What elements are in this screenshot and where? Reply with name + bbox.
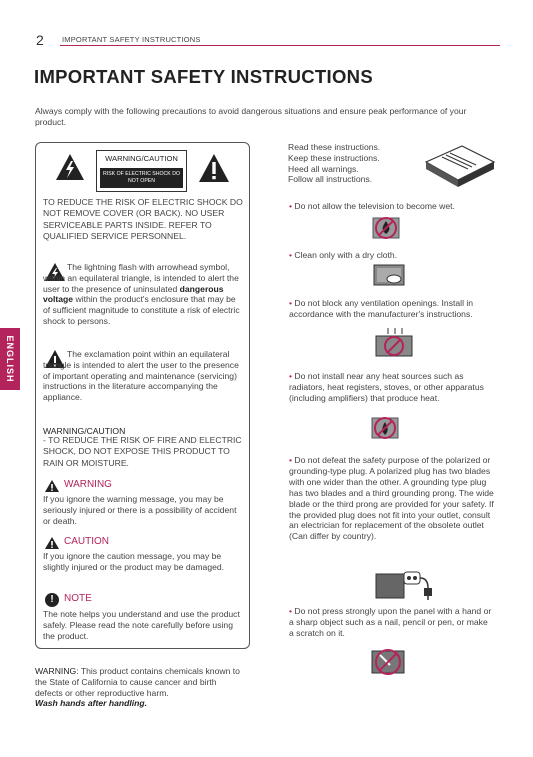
language-tab bbox=[0, 328, 20, 390]
bullet-dot: • bbox=[289, 201, 293, 211]
running-header: IMPORTANT SAFETY INSTRUCTIONS bbox=[62, 35, 201, 44]
bullet-plug bbox=[289, 455, 494, 542]
lightning-text-a: The lightning flash with arrowhead symbol, within an equilateral triangle, is intended to alert the user to the presence of uninsulated bbox=[43, 262, 239, 294]
lightning-explanation bbox=[43, 262, 243, 327]
manual-book-icon bbox=[422, 140, 497, 195]
bullet-cloth-text: Clean only with a dry cloth. bbox=[294, 250, 398, 260]
caution-description: If you ignore the caution message, you may be slightly injured or the product may be damaged. bbox=[43, 551, 225, 572]
note-label: NOTE bbox=[64, 593, 92, 604]
bullet-ventilation bbox=[289, 298, 494, 320]
language-tab-label: ENGLISH bbox=[5, 335, 15, 383]
prop65-warning bbox=[35, 666, 240, 709]
no-water-icon bbox=[372, 215, 400, 246]
read-line: Heed all warnings. bbox=[288, 163, 359, 174]
bullet-plug-text: Do not defeat the safety purpose of the polarized or grounding-type plug. A polarized plug has two blades with one wider than the other. A grounding type plug has two blades and a third grounding prong. The wide blade or the third prong are provided for your safety. If the provided plug does not fit into your outlet, consult an electrician for replacement of the obsolete outlet (Can differ by country). bbox=[289, 455, 494, 542]
prop65-label: WARNING bbox=[35, 666, 77, 676]
prop65-text: : This product contains chemicals known to the State of California to cause cancer and birth defects or other reproductive harm. bbox=[35, 666, 240, 698]
no-press-icon bbox=[370, 645, 406, 684]
ventilation-icon bbox=[370, 326, 420, 365]
bullet-panel-text: Do not press strongly upon the panel with a hand or a sharp object such as a nail, pencil or pen, or make a scratch on it. bbox=[289, 606, 492, 638]
page-number: 2 bbox=[36, 32, 44, 48]
warning-caution-label bbox=[96, 150, 187, 192]
bullet-dot: • bbox=[289, 606, 293, 616]
page-title: IMPORTANT SAFETY INSTRUCTIONS bbox=[34, 66, 373, 87]
intro-paragraph: Always comply with the following precautions to avoid dangerous situations and ensure peak performance of your product. bbox=[35, 106, 467, 127]
dangerous-voltage-term: dangerous voltage bbox=[43, 283, 224, 305]
caution-label: CAUTION bbox=[64, 536, 109, 547]
rain-moisture-warning: - TO REDUCE THE RISK OF FIRE AND ELECTRIC SHOCK, DO NOT EXPOSE THIS PRODUCT TO RAIN OR MOISTURE. bbox=[43, 435, 242, 468]
bullet-heat-text: Do not install near any heat sources such as radiators, heat registers, stoves, or other apparatus (including amplifiers) that produce heat. bbox=[289, 371, 484, 403]
lightning-triangle-icon bbox=[55, 153, 85, 186]
warning-caution-title: WARNING/CAUTION bbox=[105, 154, 178, 163]
bullet-wet bbox=[289, 201, 489, 212]
warning-description: If you ignore the warning message, you may be seriously injured or there is a possibility of accident or death. bbox=[43, 494, 237, 526]
bullet-dot: • bbox=[289, 250, 293, 260]
read-line: Keep these instructions. bbox=[288, 152, 380, 163]
bullet-heat bbox=[289, 371, 494, 404]
prop65-wash-hands: Wash hands after handling. bbox=[35, 698, 148, 709]
electric-shock-warning: TO REDUCE THE RISK OF ELECTRIC SHOCK DO NOT REMOVE COVER (OR BACK). NO USER SERVICEABLE PARTS INSIDE. REFER TO QUALIFIED SERVICE PERSONNEL. bbox=[43, 197, 243, 241]
read-line: Read these instructions. bbox=[288, 142, 381, 152]
exclamation-triangle-icon bbox=[198, 153, 230, 188]
bullet-dot: • bbox=[289, 455, 293, 465]
wc-heading: WARNING/CAUTION bbox=[43, 426, 126, 436]
read-instructions-list bbox=[288, 142, 418, 185]
plug-outlet-icon bbox=[374, 568, 434, 609]
read-line: Follow all instructions. bbox=[288, 174, 373, 185]
bullet-panel bbox=[289, 606, 494, 639]
lightning-text-b: within the product's enclosure that may be of sufficient magnitude to constitute a risk of electric shock to persons. bbox=[43, 294, 240, 326]
bullet-ventilation-text: Do not block any ventilation openings. Install in accordance with the manufacturer's instructions. bbox=[289, 298, 474, 319]
bullet-cloth bbox=[289, 250, 489, 261]
header-rule bbox=[60, 45, 500, 46]
bullet-dot: • bbox=[289, 371, 293, 381]
bullet-dot: • bbox=[289, 298, 293, 308]
note-icon: ! bbox=[45, 593, 59, 607]
exclamation-explanation: The exclamation point within an equilateral triangle is intended to alert the user to the presence of important operating and maintenance (servicing) instructions in the literature accompanying the appliance. bbox=[43, 349, 239, 403]
warning-label: WARNING bbox=[64, 479, 112, 490]
bullet-wet-text: Do not allow the television to become wet. bbox=[294, 201, 455, 211]
no-heat-icon bbox=[370, 414, 402, 447]
note-description: The note helps you understand and use the product safely. Please read the note carefully before using the product. bbox=[43, 609, 240, 641]
electric-shock-notice: RISK OF ELECTRIC SHOCK DO NOT OPEN bbox=[100, 168, 183, 188]
dry-cloth-icon bbox=[372, 263, 406, 294]
